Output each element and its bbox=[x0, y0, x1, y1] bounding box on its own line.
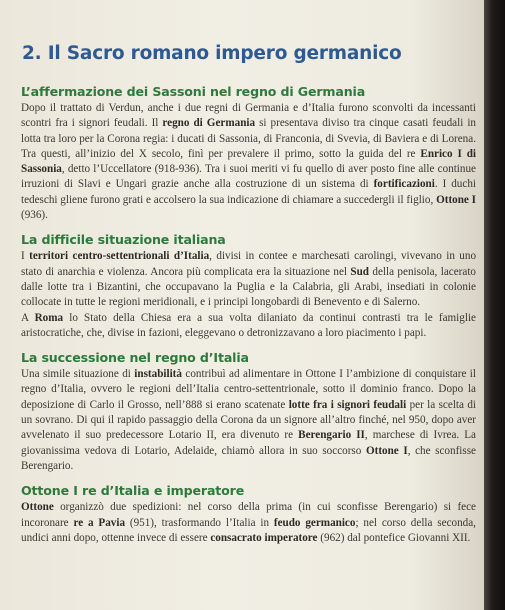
text-segment: (962) dal pontefice Giovanni XII. bbox=[317, 531, 471, 544]
text-segment: ; nel corso della seconda, undici anni dopo, ottenne invece di essere bbox=[21, 516, 476, 544]
page-content bbox=[21, 84, 476, 555]
bold-term: re a Pavia bbox=[73, 516, 126, 529]
text-segment: della penisola, lacerato dalle lotte tra i Bizantini, che occupavano la Puglia e la Calabria, gli Arabi, insediati in colonie collocate in tutte le regioni meridionali, e i principi longobardi di Benevento e di Salerno. bbox=[21, 265, 476, 309]
text-segment: organizzò due spedizioni: nel corso della prima (in cui sconfisse Berengario) si fece incoronare bbox=[21, 501, 476, 529]
text-segment: per la scelta di un sovrano. Di qui il rapido passaggio della Corona da un signore all’altro finché, nel 950, dopo aver avvelenato il suo predecessore Lotario II, era divenuto re bbox=[21, 398, 476, 442]
text-segment: (951), trasformando l’Italia in bbox=[125, 516, 274, 529]
text-segment: Dopo il trattato di Verdun, anche i due regni di Germania e d’Italia furono sconvolti da incessanti scontri fra i signori feudali. Il bbox=[21, 102, 476, 130]
bold-term: regno di Germania bbox=[162, 117, 256, 130]
text-segment: A bbox=[21, 311, 35, 324]
section-3 bbox=[21, 350, 476, 474]
section-1 bbox=[21, 84, 476, 223]
bold-term: feudo germanico bbox=[273, 516, 356, 529]
text-segment: si presentava diviso tra cinque casati feudali in lotta tra loro per la Corona regia: i ducati di Sassonia, di Franconia, di Svevia, di Baviera e di Lorena. Tra questi, all’inizio del X secolo, finì per prevalere il primo, sotto la guida del re bbox=[21, 117, 476, 160]
text-segment: , che sconfisse Berengario. bbox=[21, 444, 476, 472]
body-paragraph bbox=[21, 500, 476, 546]
bold-term: Ottone I bbox=[365, 444, 408, 457]
section-2 bbox=[21, 232, 476, 341]
text-segment: Una simile situazione di bbox=[21, 368, 135, 381]
bold-term: Berengario II bbox=[298, 429, 365, 442]
chapter-title: 2. Il Sacro romano impero germanico bbox=[22, 43, 402, 64]
body-paragraph bbox=[21, 311, 476, 342]
section-4 bbox=[21, 483, 476, 546]
section-heading: La difficile situazione italiana bbox=[21, 232, 226, 248]
body-paragraph bbox=[21, 101, 476, 223]
bold-term: Enrico I di Sassonia bbox=[21, 147, 476, 176]
text-segment: , detto l’Uccellatore (918-936). Tra i suoi meriti vi fu quello di aver posto fine alle continue irruzioni di Slavi e Ungari grazie anche alla costruzione di un sistema di bbox=[21, 163, 476, 191]
bold-term: lotte fra i signori feudali bbox=[288, 398, 407, 411]
bold-term: fortificazioni bbox=[373, 178, 435, 191]
text-segment: . I duchi tedeschi gliene furono grati e accolsero la sua indicazione di chiamare a succedergli il figlio, bbox=[21, 178, 476, 206]
bold-term: instabilità bbox=[134, 368, 182, 381]
text-segment: contribuì ad alimentare in Ottone I l’ambizione di conquistare il regno d’Italia, ovvero le regioni dell’Italia centro-settentrionale, sotto il dominio franco. Dopo la deposizione di Carlo il Grosso, nell’888 si erano scatenate bbox=[21, 368, 476, 411]
text-segment: I bbox=[21, 250, 30, 263]
body-paragraph bbox=[21, 249, 476, 310]
bold-term: consacrato imperatore bbox=[210, 531, 318, 544]
body-paragraph bbox=[21, 367, 476, 474]
text-segment: (936). bbox=[21, 209, 48, 222]
bold-term: Roma bbox=[34, 311, 64, 324]
section-heading: L’affermazione dei Sassoni nel regno di Germania bbox=[21, 84, 366, 99]
bold-term: Sud bbox=[350, 265, 369, 278]
section-heading: Ottone I re d’Italia e imperatore bbox=[21, 483, 245, 499]
page-edge-shadow bbox=[484, 0, 505, 610]
text-segment: lo Stato della Chiesa era a sua volta dilaniato da continui contrasti tra le famiglie aristocratiche, che, divise in fazioni, eleggevano o detronizzavano a loro piacimento i papi. bbox=[21, 311, 476, 339]
section-heading: La successione nel regno d’Italia bbox=[21, 350, 249, 366]
bold-term: territori centro-settentrionali d’Italia bbox=[29, 250, 210, 263]
bold-term: Ottone I bbox=[436, 193, 476, 206]
text-segment: , marchese di Ivrea. La giovanissima vedova di Lotario, Adelaide, chiamò allora in suo soccorso bbox=[21, 429, 476, 457]
bold-term: Ottone bbox=[21, 501, 54, 514]
text-segment: , divisi in contee e marchesati carolingi, vivevano in uno stato di anarchia e violenza. Ancora più complicata era la situazione nel bbox=[21, 250, 477, 278]
